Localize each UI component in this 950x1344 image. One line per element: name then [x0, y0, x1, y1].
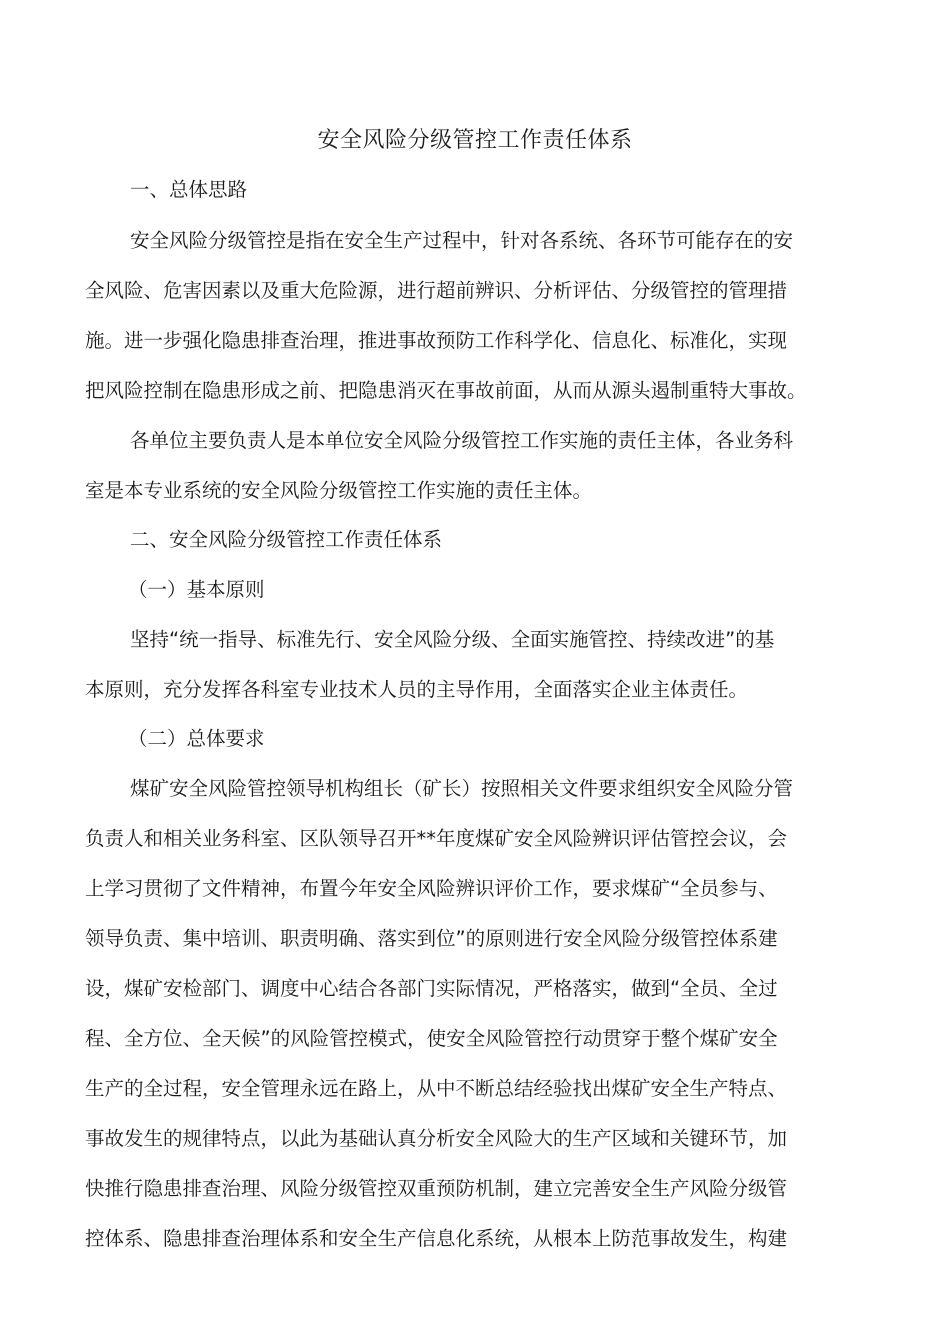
paragraph-line: 坚持“统一指导、标准先行、安全风险分级、全面实施管控、持续改进”的基	[130, 628, 775, 651]
paragraph-line: 全风险、危害因素以及重大危险源，进行超前辨识、分析评估、分级管控的管理措	[85, 279, 788, 302]
paragraph-line: 本原则，充分发挥各科室专业技术人员的主导作用，全面落实企业主体责任。	[85, 678, 749, 701]
paragraph-line: 安全风险分级管控是指在安全生产过程中，针对各系统、各环节可能存在的安	[130, 229, 794, 252]
paragraph-line: 快推行隐患排查治理、风险分级管控双重预防机制，建立完善安全生产风险分级管	[85, 1177, 788, 1200]
paragraph-line: 各单位主要负责人是本单位安全风险分级管控工作实施的责任主体，各业务科	[130, 429, 794, 452]
paragraph-line: 负责人和相关业务科室、区队领导召开**年度煤矿安全风险辨识评估管控会议，会	[85, 827, 788, 850]
section-heading-1: 一、总体思路	[130, 178, 248, 201]
paragraph-line: 室是本专业系统的安全风险分级管控工作实施的责任主体。	[85, 479, 593, 502]
paragraph-line: 上学习贯彻了文件精神，布置今年安全风险辨识评价工作，要求煤矿“全员参与、	[85, 877, 778, 900]
document-title: 安全风险分级管控工作责任体系	[317, 128, 633, 153]
subsection-heading-1: （一）基本原则	[128, 578, 265, 601]
paragraph-line: 事故发生的规律特点，以此为基础认真分析安全风险大的生产区域和关键环节，加	[85, 1127, 788, 1150]
subsection-heading-2: （二）总体要求	[128, 727, 265, 750]
paragraph-line: 煤矿安全风险管控领导机构组长（矿长）按照相关文件要求组织安全风险分管	[130, 777, 794, 800]
paragraph-line: 领导负责、集中培训、职责明确、落实到位”的原则进行安全风险分级管控体系建	[85, 927, 778, 950]
paragraph-line: 程、全方位、全天候”的风险管控模式，使安全风险管控行动贯穿于整个煤矿安全	[85, 1027, 778, 1050]
paragraph-line: 设，煤矿安检部门、调度中心结合各部门实际情况，严格落实，做到“全员、全过	[85, 977, 778, 1000]
paragraph-line: 施。进一步强化隐患排查治理，推进事故预防工作科学化、信息化、标准化，实现	[85, 329, 788, 352]
paragraph-line: 生产的全过程，安全管理永远在路上，从中不断总结经验找出煤矿安全生产特点、	[85, 1077, 788, 1100]
paragraph-line: 把风险控制在隐患形成之前、把隐患消灭在事故前面，从而从源头遏制重特大事故。	[85, 379, 807, 402]
section-heading-2: 二、安全风险分级管控工作责任体系	[130, 528, 443, 551]
paragraph-line: 控体系、隐患排查治理体系和安全生产信息化系统，从根本上防范事故发生，构建	[85, 1227, 788, 1250]
